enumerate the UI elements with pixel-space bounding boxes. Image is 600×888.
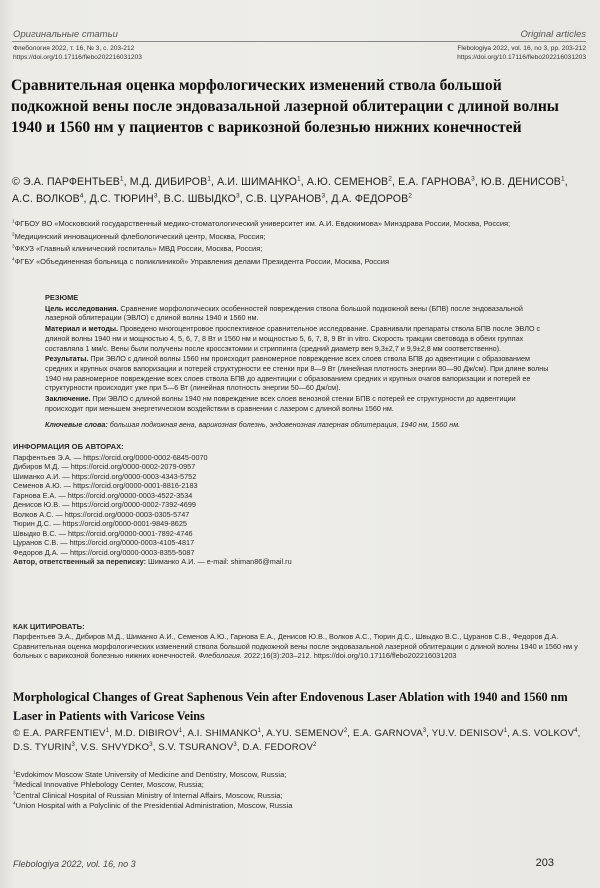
orcid-row[interactable]: Швыдко В.С. — https://orcid.org/0000-0001-7892-4746 bbox=[13, 528, 193, 538]
author-list-ru: © Э.А. ПАРФЕНТЬЕВ$^1$, М.Д. ДИБИРОВ$^1$, А.И. ШИМАНКО$^1$, А.Ю. СЕМЕНОВ$^2$, Е.А. ГАРНОВА$^3$, Ю.В. ДЕНИСОВ$^1$, А.С. ВОЛКОВ$^4$, Д.С. ТЮРИН$^3$, В.С. ШВЫДКО$^3$, С.В. ЦУРАНОВ$^3$, Д.А. ФЕДОРОВ$^2$ bbox=[12, 175, 568, 206]
doi-link-en[interactable]: https://doi.org/10.17116/flebo202216031203 bbox=[457, 53, 586, 61]
affiliation-item: $^1$ФГБОУ ВО «Московский государственный медико-стоматологический университет им. А.И. Евдокимова» Минздрава России, Москва, Россия; bbox=[12, 218, 511, 228]
author-name: A.S. VOLKOV$^4$ bbox=[512, 727, 578, 739]
citation-en bbox=[326, 45, 586, 62]
affiliation-item: $^2$Медицинский инновационный флебологический центр, Москва, Россия; bbox=[12, 231, 266, 241]
author-name: © E.A. PARFENTIEV$^1$ bbox=[13, 727, 110, 739]
author-name: С.В. ЦУРАНОВ$^3$ bbox=[245, 192, 326, 206]
orcid-row[interactable]: Цуранов С.В. — https://orcid.org/0000-0003-4105-4817 bbox=[13, 538, 195, 547]
author-list-en: © E.A. PARFENTIEV$^1$, M.D. DIBIROV$^1$, A.I. SHIMANKO$^1$, A.YU. SEMENOV$^2$, E.A. GARNOVA$^3$, YU.V. DENISOV$^1$, A.S. VOLKOV$^4$, D.S. TYURIN$^3$, V.S. SHVYDKO$^3$, S.V. TSURANOV$^3$, D.A. FEDOROV$^2$ bbox=[13, 727, 581, 754]
affiliation-item: $^2$Medical Innovative Phlebology Center, Moscow, Russia; bbox=[13, 779, 204, 790]
citation-ru-line: Флебология 2022, т. 16, № 3, с. 203-212 bbox=[13, 45, 135, 52]
author-name: V.S. SHVYDKO$^3$ bbox=[80, 742, 153, 754]
author-name: В.С. ШВЫДКО$^3$ bbox=[163, 192, 240, 206]
author-info-heading: ИНФОРМАЦИЯ ОБ АВТОРАХ: bbox=[13, 442, 124, 451]
article-title-ru: Сравнительная оценка морфологических изменений ствола большой подкожной вены после эндовазальной лазерной облитерации с длиной волны 1940 и 1560 нм у пациентов с варикозной болезнью нижних конечностей bbox=[11, 77, 559, 136]
author-name: М.Д. ДИБИРОВ$^1$ bbox=[129, 175, 212, 188]
abstract-conclusion: Заключение. При ЭВЛО с длиной волны 1940 нм повреждение всех слоев венозной стенки БПВ с потерей ее структурности до адвентиции происходит при меньшем энергетическом воздействии в сравнении с лазером с длиной волны 1560 нм. bbox=[45, 394, 516, 413]
article-title-en: Morphological Changes of Great Saphenous Vein after Endovenous Laser Ablation with 1940 and 1560 nm Laser in Patients with Varicose Veins bbox=[13, 690, 568, 723]
orcid-row[interactable]: Гарнова Е.А. — https://orcid.org/0000-0003-4522-3534 bbox=[13, 490, 193, 500]
page-number: 203 bbox=[535, 857, 554, 869]
header-divider bbox=[12, 41, 586, 42]
orcid-row[interactable]: Парфентьев Э.А. — https://orcid.org/0000-0002-6845-0070 bbox=[13, 452, 208, 462]
how-to-cite-heading: КАК ЦИТИРОВАТЬ: bbox=[13, 622, 85, 631]
doi-link-ru[interactable]: https://doi.org/10.17116/flebo202216031203 bbox=[13, 53, 142, 61]
orcid-row[interactable]: Федоров Д.А. — https://orcid.org/0000-0003-8355-5087 bbox=[13, 547, 195, 557]
citation-ru bbox=[13, 45, 273, 62]
abstract-results: Результаты. При ЭВЛО с длиной волны 1560 нм происходит равномерное повреждение всех слоев ствола БПВ до адвентиции с образованием средних и крупных очагов вапоризации и потерей структурности ее стенки при 8—9 Вт (линейная плотность энергии 80—90 Дж/см). При длине волны 1940 нм равномерное повреждение всех слоев ствола БПВ до адвентиции с образованием средних и крупных очагов вапоризации и потерей ее структурности происходит уже при 5—6 Вт (линейная плотность энергии 50—60 Дж/см). bbox=[45, 354, 549, 393]
how-to-cite-text: Парфентьев Э.А., Дибиров М.Д., Шиманко А.И., Семенов А.Ю., Гарнова Е.А., Денисов Ю.В., Волков А.С., Тюрин Д.С., Швыдко В.С., Цуранов С.В., Федоров Д.А. Сравнительная оценка морфологических изменений ствола большой подкожной вены после эндовазальной лазерной облитерации с длиной волны 1940 и 1560 нм у больных с варикозной болезнью нижних конечностей. Флебология. 2022;16(3):203–212. https://doi.org/10.17116/flebo202216031203 bbox=[13, 631, 578, 661]
affiliations-ru bbox=[12, 218, 587, 268]
section-label-en: Original articles bbox=[520, 29, 586, 40]
keywords: Ключевые слова: большая подкожная вена, варикозная болезнь, эндовенозная лазерная облитерация, 1940 нм, 1560 нм. bbox=[45, 420, 461, 429]
author-name: А.И. ШИМАНКО$^1$ bbox=[217, 175, 301, 188]
author-name: S.V. TSURANOV$^3$ bbox=[158, 742, 237, 754]
orcid-row[interactable]: Дибиров М.Д. — https://orcid.org/0000-0002-2079-0957 bbox=[13, 462, 196, 471]
author-name: D.A. FEDOROV$^2$ bbox=[242, 742, 317, 754]
section-label-ru: Оригинальные статьи bbox=[13, 29, 118, 40]
footer-journal: Flebologiya 2022, vol. 16, no 3 bbox=[13, 859, 136, 869]
orcid-row[interactable]: Денисов Ю.В. — https://orcid.org/0000-0002-7392-4699 bbox=[13, 500, 196, 509]
affiliation-item: $^3$Central Clinical Hospital of Russian Ministry of Internal Affairs, Moscow, Russia; bbox=[13, 790, 283, 800]
author-name: Д.А. ФЕДОРОВ$^2$ bbox=[331, 192, 413, 206]
author-name: M.D. DIBIROV$^1$ bbox=[114, 727, 183, 739]
author-name: A.I. SHIMANKO$^1$ bbox=[187, 727, 262, 739]
affiliation-item: $^4$Union Hospital with a Polyclinic of the Presidential Administration, Moscow, Russia bbox=[13, 800, 293, 810]
orcid-row[interactable]: Семенов А.Ю. — https://orcid.org/0000-0001-8816-2183 bbox=[13, 481, 198, 490]
author-name: E.A. GARNOVA$^3$ bbox=[352, 727, 427, 739]
corresponding-author: Автор, ответственный за переписку: Шиманко А.И. — e-mail: shiman86@mail.ru bbox=[13, 557, 292, 566]
author-name: Ю.В. ДЕНИСОВ$^1$ bbox=[480, 175, 565, 188]
abstract-aim: Цель исследования. Сравнение морфологических особенностей повреждения ствола большой подкожной вены (БПВ) после эндовазальной лазерной облитерации (ЭВЛО) с длиной волны 1940 и 1560 нм. bbox=[45, 303, 523, 323]
affiliation-item: $^3$ФКУЗ «Главный клинический госпиталь» МВД России, Москва, Россия; bbox=[12, 243, 263, 253]
author-name: А.Ю. СЕМЕНОВ$^2$ bbox=[306, 175, 392, 188]
orcid-row[interactable]: Волков А.С. — https://orcid.org/0000-0003-0305-5747 bbox=[13, 509, 190, 519]
how-to-cite bbox=[13, 622, 585, 661]
citation-en-line: Flebologiya 2022, vol. 16, no 3, pp. 203-212 bbox=[457, 45, 586, 52]
abstract-methods: Материал и методы. Проведено многоцентровое проспективное сравнительное исследование. Сравнивали препараты ствола БПВ после ЭВЛО с длиной волны 1940 нм и мощностью 4, 5, 6, 7, 8 Вт и 1560 нм и мощностью 5, 6, 7, 8, 9 Вт in vitro. Скорость тракции световода в обеих группах составляла 1 мм/с. Вены были получены после кроссэктомии и стриппинга (средний диаметр вен 9,3±2,7 и 9,9±2,8 мм соответственно). bbox=[45, 324, 541, 353]
author-name: YU.V. DENISOV$^1$ bbox=[431, 727, 508, 739]
orcid-row[interactable]: Шиманко А.И. — https://orcid.org/0000-0003-4343-5752 bbox=[13, 471, 197, 481]
affiliations-en bbox=[13, 770, 588, 811]
author-name: D.S. TYURIN$^3$ bbox=[13, 742, 75, 754]
author-name: A.YU. SEMENOV$^2$ bbox=[266, 727, 348, 739]
author-name: А.С. ВОЛКОВ$^4$ bbox=[12, 192, 84, 206]
abstract-heading: РЕЗЮМЕ bbox=[45, 293, 79, 302]
abstract bbox=[45, 293, 555, 414]
affiliation-item: $^1$Evdokimov Moscow State University of Medicine and Dentistry, Moscow, Russia; bbox=[13, 769, 287, 779]
affiliation-item: $^4$ФГБУ «Объединенная больница с поликлиникой» Управления делами Президента России, Москва, Россия bbox=[12, 256, 390, 266]
author-name: Е.А. ГАРНОВА$^3$ bbox=[398, 175, 475, 188]
author-info bbox=[13, 442, 433, 567]
author-name: © Э.А. ПАРФЕНТЬЕВ$^1$ bbox=[12, 175, 124, 188]
author-name: Д.С. ТЮРИН$^3$ bbox=[89, 192, 158, 206]
orcid-row[interactable]: Тюрин Д.С. — https://orcid.org/0000-0001-9849-8625 bbox=[13, 519, 187, 528]
